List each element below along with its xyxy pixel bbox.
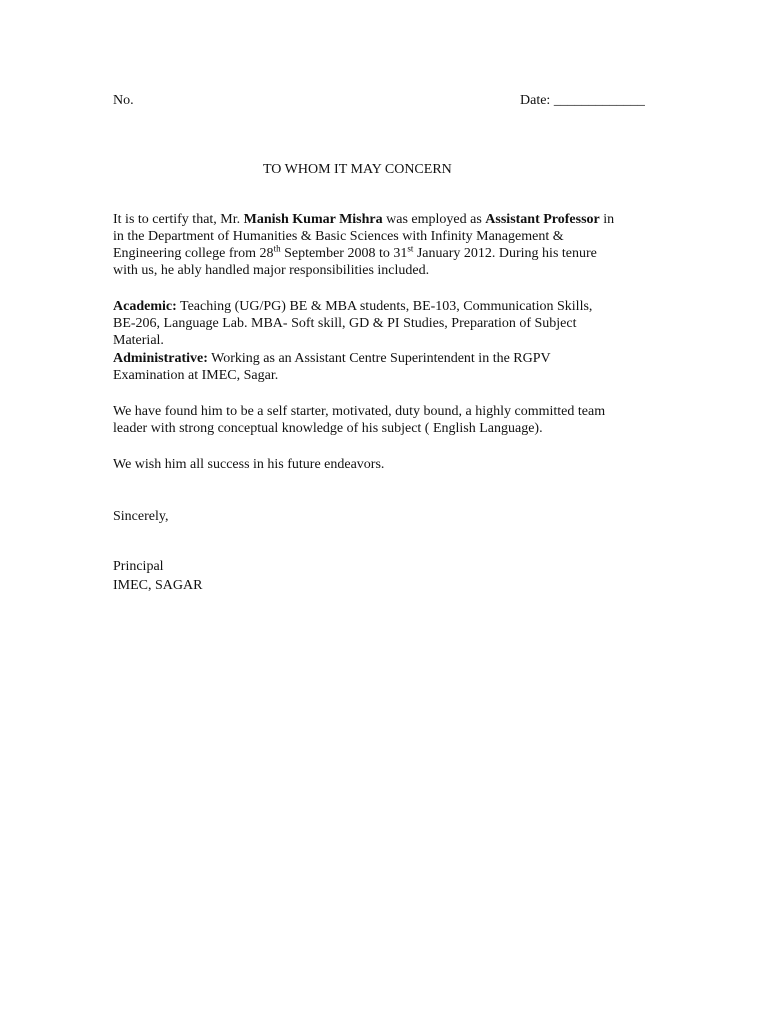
administrative-label: Administrative: — [113, 351, 208, 366]
intro-line-2: in the Department of Humanities & Basic Sciences with Infinity Management & — [113, 229, 564, 244]
intro-paragraph — [113, 211, 658, 279]
signatory-title: Principal — [113, 559, 164, 574]
administrative-paragraph: Administrative: Working as an Assistant Centre Superintendent in the RGPV Examination at IMEC, Sagar. — [113, 351, 551, 383]
employee-name: Manish Kumar Mishra — [243, 212, 383, 227]
intro-line-3: Engineering college from 28th September 2008 to 31st January 2012. During his tenure — [113, 243, 597, 261]
document-title: TO WHOM IT MAY CONCERN — [263, 162, 452, 177]
wish-text: We wish him all success in his future endeavors. — [113, 457, 385, 472]
reference-number-label: No. — [113, 93, 134, 108]
academic-label: Academic: — [113, 299, 177, 314]
assessment-paragraph: We have found him to be a self starter, motivated, duty bound, a highly committed team leader with strong conceptual knowledge of his subject ( English Language). — [113, 404, 606, 436]
intro-line-1: It is to certify that, Mr. Manish Kumar Mishra was employed as Assistant Professor in — [113, 212, 615, 227]
signatory-organization: IMEC, SAGAR — [113, 578, 203, 593]
intro-line-4: with us, he ably handled major responsibilities included. — [113, 263, 430, 278]
date-field: Date: _____________ — [520, 93, 645, 108]
employee-designation: Assistant Professor — [485, 212, 600, 227]
closing-text: Sincerely, — [113, 509, 169, 524]
academic-paragraph: Academic: Teaching (UG/PG) BE & MBA students, BE-103, Communication Skills, BE-206, Language Lab. MBA- Soft skill, GD & PI Studies, Preparation of Subject Material. — [113, 299, 593, 348]
